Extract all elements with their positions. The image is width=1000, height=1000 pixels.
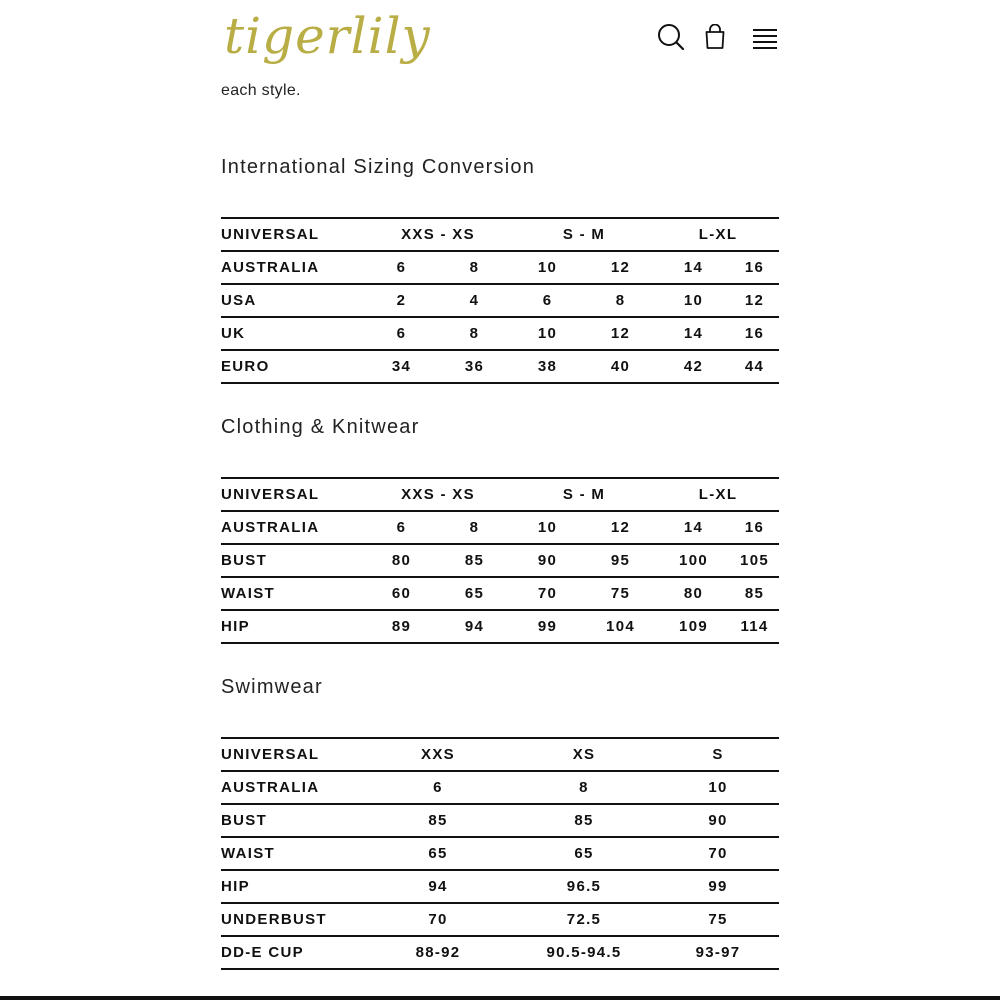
table-cell: 104 bbox=[584, 610, 657, 643]
table-cell: 65 bbox=[511, 837, 657, 870]
table-cell: 70 bbox=[657, 837, 779, 870]
shopping-bag-icon[interactable] bbox=[704, 24, 726, 55]
table-cell: 10 bbox=[511, 251, 584, 284]
size-group-header: L-XL bbox=[657, 478, 779, 511]
table-row bbox=[221, 317, 779, 350]
table-cell: 2 bbox=[365, 284, 438, 317]
table-row bbox=[221, 610, 779, 643]
table-cell: 105 bbox=[730, 544, 779, 577]
international-sizing-heading: International Sizing Conversion bbox=[221, 156, 536, 178]
row-label: WAIST bbox=[221, 577, 365, 610]
table-row bbox=[221, 511, 779, 544]
table-cell: 12 bbox=[584, 511, 657, 544]
row-label: WAIST bbox=[221, 837, 365, 870]
table-cell: 85 bbox=[438, 544, 511, 577]
row-label: USA bbox=[221, 284, 365, 317]
size-group-header: S - M bbox=[511, 218, 657, 251]
table-cell: 80 bbox=[657, 577, 730, 610]
table-cell: 75 bbox=[657, 903, 779, 936]
table-cell: 85 bbox=[365, 804, 511, 837]
table-cell: 90 bbox=[511, 544, 584, 577]
table-cell: 65 bbox=[365, 837, 511, 870]
size-group-header: XXS - XS bbox=[365, 218, 511, 251]
table-cell: 99 bbox=[657, 870, 779, 903]
clothing-knitwear-table bbox=[221, 477, 779, 644]
row-label: AUSTRALIA bbox=[221, 251, 365, 284]
table-cell: 10 bbox=[657, 771, 779, 804]
table-cell: 14 bbox=[657, 511, 730, 544]
table-cell: 10 bbox=[511, 511, 584, 544]
table-cell: 94 bbox=[365, 870, 511, 903]
universal-label: UNIVERSAL bbox=[221, 478, 365, 511]
table-cell: 10 bbox=[657, 284, 730, 317]
size-header: XXS bbox=[365, 738, 511, 771]
table-cell: 6 bbox=[365, 251, 438, 284]
table-cell: 4 bbox=[438, 284, 511, 317]
universal-label: UNIVERSAL bbox=[221, 738, 365, 771]
table-cell: 38 bbox=[511, 350, 584, 383]
row-label: HIP bbox=[221, 870, 365, 903]
table-cell: 6 bbox=[365, 771, 511, 804]
table-cell: 100 bbox=[657, 544, 730, 577]
universal-label: UNIVERSAL bbox=[221, 218, 365, 251]
table-header-row bbox=[221, 738, 779, 771]
row-label: AUSTRALIA bbox=[221, 511, 365, 544]
table-cell: 8 bbox=[438, 317, 511, 350]
table-cell: 36 bbox=[438, 350, 511, 383]
clothing-knitwear-heading: Clothing & Knitwear bbox=[221, 416, 420, 438]
size-header: XS bbox=[511, 738, 657, 771]
search-icon[interactable] bbox=[656, 22, 686, 57]
table-cell: 14 bbox=[657, 251, 730, 284]
table-row bbox=[221, 903, 779, 936]
size-group-header: L-XL bbox=[657, 218, 779, 251]
intro-text: each style. bbox=[221, 82, 301, 99]
table-cell: 99 bbox=[511, 610, 584, 643]
row-label: AUSTRALIA bbox=[221, 771, 365, 804]
row-label: EURO bbox=[221, 350, 365, 383]
table-cell: 6 bbox=[365, 511, 438, 544]
table-cell: 40 bbox=[584, 350, 657, 383]
row-label: DD-E CUP bbox=[221, 936, 365, 969]
table-cell: 93-97 bbox=[657, 936, 779, 969]
table-cell: 14 bbox=[657, 317, 730, 350]
table-row bbox=[221, 251, 779, 284]
table-cell: 6 bbox=[511, 284, 584, 317]
table-cell: 88-92 bbox=[365, 936, 511, 969]
table-row bbox=[221, 350, 779, 383]
table-cell: 16 bbox=[730, 317, 779, 350]
bottom-divider bbox=[0, 996, 1000, 1000]
table-cell: 94 bbox=[438, 610, 511, 643]
international-sizing-table bbox=[221, 217, 779, 384]
table-cell: 42 bbox=[657, 350, 730, 383]
swimwear-heading: Swimwear bbox=[221, 676, 323, 698]
table-cell: 10 bbox=[511, 317, 584, 350]
row-label: UNDERBUST bbox=[221, 903, 365, 936]
row-label: HIP bbox=[221, 610, 365, 643]
table-cell: 12 bbox=[584, 317, 657, 350]
table-cell: 96.5 bbox=[511, 870, 657, 903]
table-cell: 75 bbox=[584, 577, 657, 610]
table-row bbox=[221, 870, 779, 903]
table-cell: 8 bbox=[438, 251, 511, 284]
table-row bbox=[221, 577, 779, 610]
row-label: UK bbox=[221, 317, 365, 350]
size-header: S bbox=[657, 738, 779, 771]
table-cell: 8 bbox=[584, 284, 657, 317]
table-cell: 16 bbox=[730, 511, 779, 544]
size-group-header: XXS - XS bbox=[365, 478, 511, 511]
swimwear-table bbox=[221, 737, 779, 970]
table-cell: 44 bbox=[730, 350, 779, 383]
table-cell: 85 bbox=[730, 577, 779, 610]
table-cell: 34 bbox=[365, 350, 438, 383]
row-label: BUST bbox=[221, 544, 365, 577]
table-cell: 6 bbox=[365, 317, 438, 350]
size-group-header: S - M bbox=[511, 478, 657, 511]
table-header-row bbox=[221, 218, 779, 251]
table-cell: 95 bbox=[584, 544, 657, 577]
table-cell: 80 bbox=[365, 544, 438, 577]
table-row bbox=[221, 804, 779, 837]
table-cell: 8 bbox=[511, 771, 657, 804]
table-row bbox=[221, 837, 779, 870]
menu-icon[interactable] bbox=[752, 28, 778, 55]
table-cell: 85 bbox=[511, 804, 657, 837]
table-cell: 12 bbox=[584, 251, 657, 284]
table-cell: 109 bbox=[657, 610, 730, 643]
table-cell: 70 bbox=[511, 577, 584, 610]
table-cell: 72.5 bbox=[511, 903, 657, 936]
table-cell: 12 bbox=[730, 284, 779, 317]
table-row bbox=[221, 936, 779, 969]
table-cell: 70 bbox=[365, 903, 511, 936]
table-row bbox=[221, 544, 779, 577]
tigerlily-logo[interactable]: tigerlily bbox=[224, 7, 431, 65]
table-row bbox=[221, 771, 779, 804]
table-row bbox=[221, 284, 779, 317]
table-cell: 8 bbox=[438, 511, 511, 544]
table-cell: 65 bbox=[438, 577, 511, 610]
table-cell: 60 bbox=[365, 577, 438, 610]
row-label: BUST bbox=[221, 804, 365, 837]
table-header-row bbox=[221, 478, 779, 511]
table-cell: 89 bbox=[365, 610, 438, 643]
table-cell: 114 bbox=[730, 610, 779, 643]
table-cell: 90.5-94.5 bbox=[511, 936, 657, 969]
table-cell: 16 bbox=[730, 251, 779, 284]
table-cell: 90 bbox=[657, 804, 779, 837]
